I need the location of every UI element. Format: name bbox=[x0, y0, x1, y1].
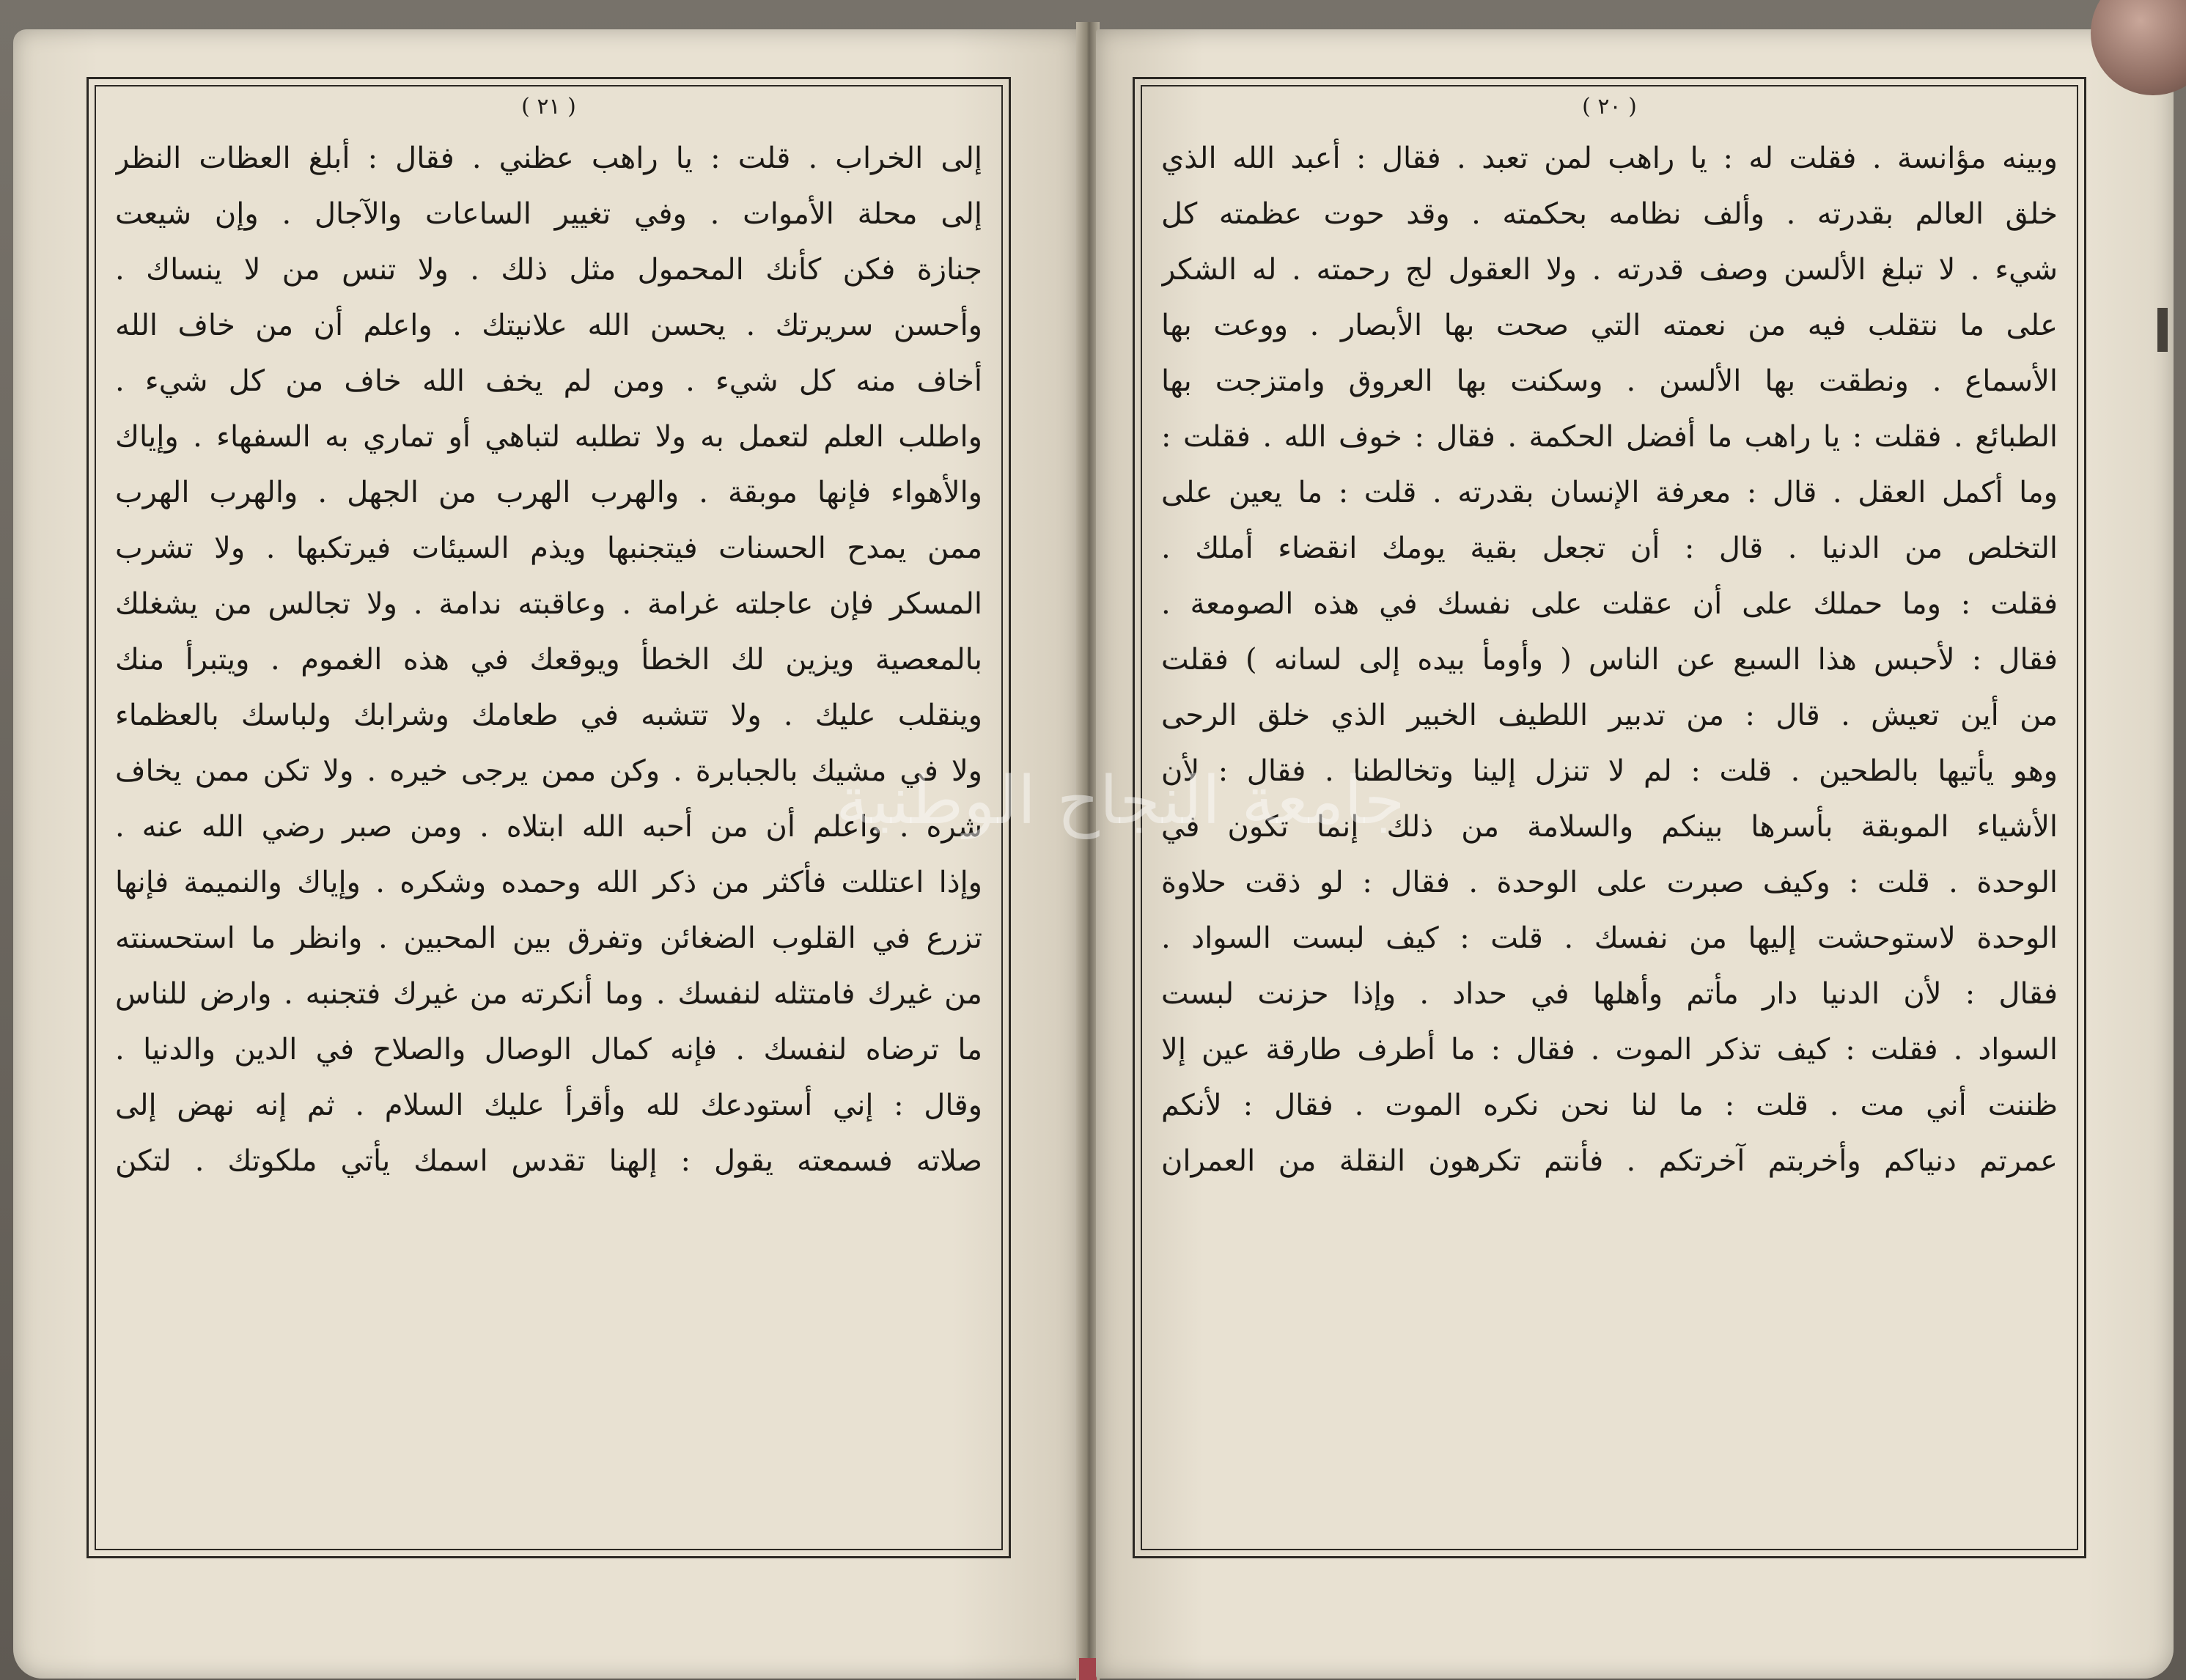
text-line: المسكر فإن عاجلته غرامة . وعاقبته ندامة . ولا تجالس من يشغلك bbox=[115, 587, 982, 621]
text-line: وهو يأتيها بالطحين . قلت : لم لا تنزل إلينا وتخالطنا . فقال : لأن bbox=[1161, 754, 2058, 788]
right-page-number: ( ٢٠ ) bbox=[1582, 94, 1637, 119]
text-line: واطلب العلم لتعمل به ولا تطلبه لتباهي أو تماري به السفهاء . وإياك bbox=[115, 420, 982, 454]
left-page-number: ( ٢١ ) bbox=[521, 94, 576, 119]
text-line: وأحسن سريرتك . يحسن الله علانيتك . واعلم أن من خاف الله bbox=[115, 309, 982, 342]
text-line: وبينه مؤانسة . فقلت له : يا راهب لمن تعبد . فقال : أعبد الله الذي bbox=[1161, 141, 2058, 175]
text-line: الوحدة . قلت : وكيف صبرت على الوحدة . فقال : لو ذقت حلاوة bbox=[1161, 866, 2058, 899]
spine-binding bbox=[1079, 1658, 1097, 1680]
text-line: الأشياء الموبقة بأسرها بينكم والسلامة من ذلك إنما تكون في bbox=[1161, 810, 2058, 844]
text-line: تزرع في القلوب الضغائن وتفرق بين المحبين . وانظر ما استحسنته bbox=[115, 921, 982, 955]
text-line: إلى محلة الأموات . وفي تغيير الساعات والآجال . وإن شيعت bbox=[115, 197, 982, 231]
text-line: والأهواء فإنها موبقة . والهرب الهرب من الجهل . والهرب الهرب bbox=[115, 476, 982, 509]
right-page-text bbox=[1161, 130, 2058, 1189]
right-page bbox=[1096, 29, 2174, 1679]
text-line: التخلص من الدنيا . قال : أن تجعل بقية يومك انقضاء أملك . bbox=[1161, 531, 2058, 565]
text-line: فقلت : وما حملك على أن عقلت على نفسك في هذه الصومعة . bbox=[1161, 587, 2058, 621]
text-line: ظننت أني مت . قلت : ما لنا نحن نكره الموت . فقال : لأنكم bbox=[1161, 1088, 2058, 1122]
text-line: وينقلب عليك . ولا تتشبه في طعامك وشرابك ولباسك بالعظماء bbox=[115, 699, 982, 732]
text-line: من أين تعيش . قال : من تدبير اللطيف الخبير الذي خلق الرحى bbox=[1161, 699, 2058, 732]
text-line: شيء . لا تبلغ الألسن وصف قدرته . ولا العقول لج رحمته . له الشكر bbox=[1161, 253, 2058, 287]
text-line: خلق العالم بقدرته . وألف نظامه بحكمته . وقد حوت عظمته كل bbox=[1161, 197, 2058, 231]
text-line: فقال : لأحبس هذا السبع عن الناس ( وأومأ بيده إلى لسانه ) فقلت bbox=[1161, 643, 2058, 677]
text-line: صلاته فسمعته يقول : إلهنا تقدس اسمك يأتي ملكوتك . لتكن bbox=[115, 1144, 982, 1178]
text-line: الأسماع . ونطقت بها الألسن . وسكنت بها العروق وامتزجت بها bbox=[1161, 364, 2058, 398]
text-line: ما ترضاه لنفسك . فإنه كمال الوصال والصلاح في الدين والدنيا . bbox=[115, 1033, 982, 1066]
text-line: ولا في مشيك بالجبابرة . وكن ممن يرجى خيره . ولا تكن ممن يخاف bbox=[115, 754, 982, 788]
text-line: فقال : لأن الدنيا دار مأتم وأهلها في حداد . وإذا حزنت لبست bbox=[1161, 977, 2058, 1011]
library-watermark: جامعة النجاح الوطنية bbox=[836, 762, 1405, 839]
text-line: على ما نتقلب فيه من نعمته التي صحت بها الأبصار . ووعت بها bbox=[1161, 309, 2058, 342]
text-line: بالمعصية ويزين لك الخطأ ويوقعك في هذه الغموم . ويتبرأ منك bbox=[115, 643, 982, 677]
text-line: جنازة فكن كأنك المحمول مثل ذلك . ولا تنس من لا ينساك . bbox=[115, 253, 982, 287]
text-line: شره . واعلم أن من أحبه الله ابتلاه . ومن صبر رضي الله عنه . bbox=[115, 810, 982, 844]
text-line: وإذا اعتللت فأكثر من ذكر الله وحمده وشكره . وإياك والنميمة فإنها bbox=[115, 866, 982, 899]
text-line: وما أكمل العقل . قال : معرفة الإنسان بقدرته . قلت : ما يعين على bbox=[1161, 476, 2058, 509]
text-line: الوحدة لاستوحشت إليها من نفسك . قلت : كيف لبست السواد . bbox=[1161, 921, 2058, 955]
text-line: من غيرك فامتثله لنفسك . وما أنكرته من غيرك فتجنبه . وارض للناس bbox=[115, 977, 982, 1011]
page-edge-mark bbox=[2157, 308, 2168, 352]
text-line: الطبائع . فقلت : يا راهب ما أفضل الحكمة . فقال : خوف الله . فقلت : bbox=[1161, 420, 2058, 454]
text-line: أخاف منه كل شيء . ومن لم يخف الله خاف من كل شيء . bbox=[115, 364, 982, 398]
text-line: وقال : إني أستودعك لله وأقرأ عليك السلام . ثم إنه نهض إلى bbox=[115, 1088, 982, 1122]
left-page bbox=[13, 29, 1080, 1679]
text-line: السواد . فقلت : كيف تذكر الموت . فقال : ما أطرف طارقة عين إلا bbox=[1161, 1033, 2058, 1066]
text-line: إلى الخراب . قلت : يا راهب عظني . فقال : أبلغ العظات النظر bbox=[115, 141, 982, 175]
left-page-text bbox=[115, 130, 982, 1189]
text-line: عمرتم دنياكم وأخربتم آخرتكم . فأنتم تكرهون النقلة من العمران bbox=[1161, 1144, 2058, 1178]
text-line: ممن يمدح الحسنات فيتجنبها ويذم السيئات فيرتكبها . ولا تشرب bbox=[115, 531, 982, 565]
